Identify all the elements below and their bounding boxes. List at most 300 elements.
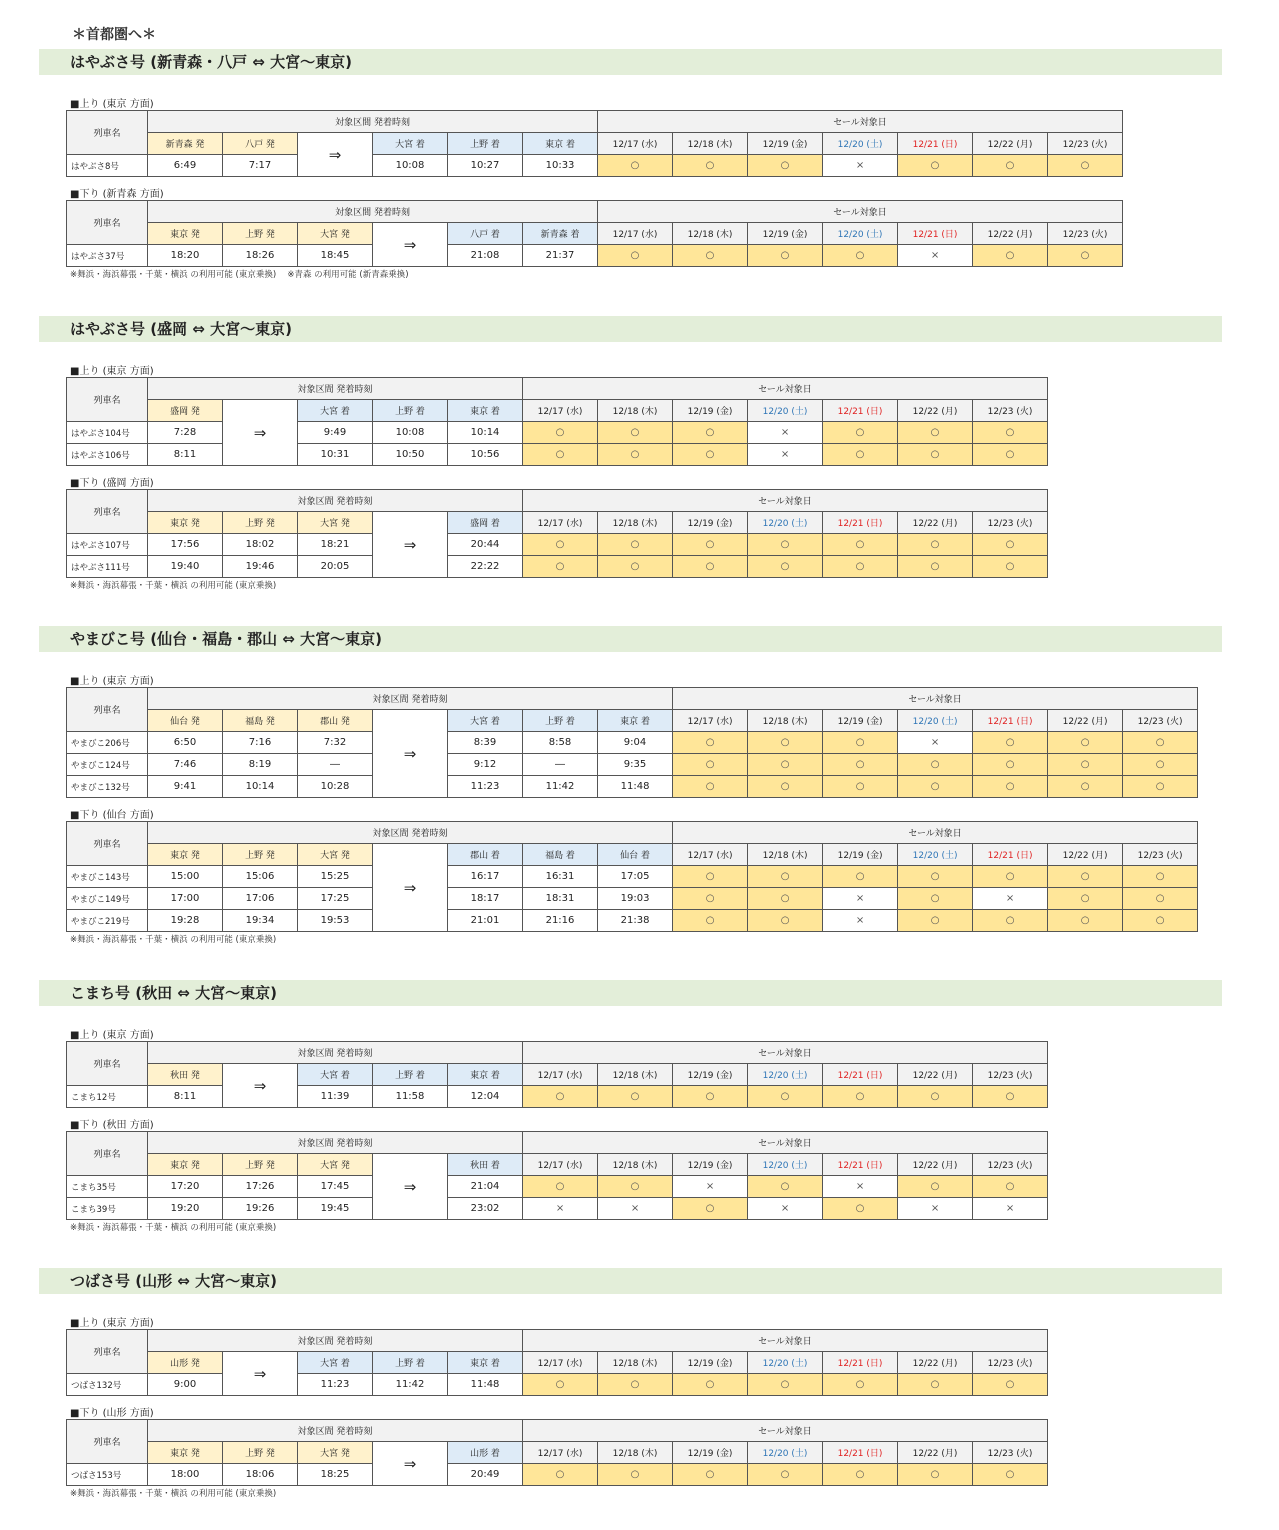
section-title: はやぶさ号 (盛岡 ⇔ 大宮〜東京) [39,316,1222,342]
sale-available: ○ [673,888,748,910]
sale-available: ○ [673,1374,748,1396]
table-row [67,155,1123,177]
sale-date: 12/18 (木) [598,1154,673,1176]
sale-available: ○ [898,556,973,578]
station-header-row [67,400,1048,422]
sale-date: 12/22 (月) [973,223,1048,245]
sale-available: ○ [1048,245,1123,267]
sale-date: 12/20 (土) [748,1352,823,1374]
departure-station: 秋田 発 [148,1064,223,1086]
sale-available: ○ [1048,732,1123,754]
page-heading: ＊首都圏へ＊ [72,27,156,43]
sale-date: 12/18 (木) [598,1442,673,1464]
table-row [67,866,1198,888]
train-name: こまち39号 [67,1198,148,1220]
arrow-icon: ⇒ [373,710,448,798]
sale-available: ○ [1048,155,1123,177]
departure-station: 仙台 発 [148,710,223,732]
timetable [66,821,1198,932]
sale-date: 12/22 (月) [898,1442,973,1464]
sale-unavailable: × [823,888,898,910]
sale-available: ○ [823,754,898,776]
sale-date: 12/21 (日) [823,400,898,422]
sale-date: 12/21 (日) [823,1352,898,1374]
arrival-time: 21:37 [523,245,598,267]
sale-available: ○ [748,534,823,556]
segment-header: 対象区間 発着時刻 [148,688,673,710]
sale-available: ○ [598,422,673,444]
direction-label: ■下り (山形 方面) [70,1408,154,1419]
arrival-station: 福島 着 [523,844,598,866]
sale-available: ○ [973,776,1048,798]
direction-label: ■下り (盛岡 方面) [70,478,154,489]
train-name: こまち35号 [67,1176,148,1198]
departure-time: 6:49 [148,155,223,177]
departure-station: 上野 発 [223,223,298,245]
segment-header: 対象区間 発着時刻 [148,1042,523,1064]
station-header-row [67,844,1198,866]
sale-available: ○ [1123,866,1198,888]
departure-station: 大宮 発 [298,1154,373,1176]
sale-available: ○ [973,910,1048,932]
sale-unavailable: × [748,1198,823,1220]
arrival-time: 23:02 [448,1198,523,1220]
sale-days-header: セール対象日 [523,1042,1048,1064]
table-row [67,910,1198,932]
departure-station: 上野 発 [223,512,298,534]
table-row [67,422,1048,444]
train-name-header: 列車名 [67,111,148,155]
timetable [66,377,1048,466]
header-row [67,111,1123,133]
sale-date: 12/22 (月) [898,1064,973,1086]
arrival-time: 10:33 [523,155,598,177]
sale-available: ○ [973,444,1048,466]
arrival-station: 郡山 着 [448,844,523,866]
footnote: ※舞浜・海浜幕張・千葉・横浜 の利用可能 (東京乗換) [70,581,277,591]
sale-date: 12/22 (月) [898,512,973,534]
station-header-row [67,133,1123,155]
sale-available: ○ [673,1198,748,1220]
sale-available: ○ [823,556,898,578]
sale-date: 12/19 (金) [673,1064,748,1086]
sale-available: ○ [598,556,673,578]
table-row [67,556,1048,578]
departure-station: 東京 発 [148,1154,223,1176]
header-row [67,1042,1048,1064]
sale-available: ○ [1123,754,1198,776]
header-row [67,490,1048,512]
sale-available: ○ [973,1176,1048,1198]
arrival-time: 11:23 [298,1374,373,1396]
sale-available: ○ [748,776,823,798]
departure-time: 10:28 [298,776,373,798]
sale-date: 12/20 (土) [823,223,898,245]
sale-date: 12/17 (水) [598,223,673,245]
sale-available: ○ [673,245,748,267]
header-row [67,688,1198,710]
sale-days-header: セール対象日 [673,822,1198,844]
sale-days-header: セール対象日 [523,1420,1048,1442]
train-name-header: 列車名 [67,1420,148,1464]
sale-date: 12/17 (水) [523,1352,598,1374]
sale-date: 12/23 (火) [973,1442,1048,1464]
station-header-row [67,710,1198,732]
sale-date: 12/20 (土) [748,1064,823,1086]
arrival-time: 10:50 [373,444,448,466]
sale-date: 12/19 (金) [748,223,823,245]
direction-label: ■下り (秋田 方面) [70,1120,154,1131]
sale-days-header: セール対象日 [598,111,1123,133]
departure-time: 19:53 [298,910,373,932]
direction-label: ■上り (東京 方面) [70,366,154,377]
segment-header: 対象区間 発着時刻 [148,201,598,223]
timetable [66,1131,1048,1220]
sale-date: 12/20 (土) [748,1442,823,1464]
station-header-row [67,512,1048,534]
sale-available: ○ [523,534,598,556]
sale-date: 12/23 (火) [973,512,1048,534]
timetable [66,1041,1048,1108]
arrival-time: 20:44 [448,534,523,556]
arrival-station: 東京 着 [448,1352,523,1374]
arrival-time: 19:03 [598,888,673,910]
sale-available: ○ [673,866,748,888]
arrow-icon: ⇒ [373,512,448,578]
sale-unavailable: × [748,444,823,466]
departure-time: 18:45 [298,245,373,267]
sale-available: ○ [823,1198,898,1220]
sale-available: ○ [973,1374,1048,1396]
sale-available: ○ [523,1176,598,1198]
sale-available: ○ [898,910,973,932]
segment-header: 対象区間 発着時刻 [148,378,523,400]
sale-unavailable: × [823,155,898,177]
sale-available: ○ [898,155,973,177]
arrival-station: 東京 着 [448,1064,523,1086]
sale-date: 12/22 (月) [898,400,973,422]
sale-date: 12/17 (水) [673,710,748,732]
train-name-header: 列車名 [67,1330,148,1374]
sale-available: ○ [673,1464,748,1486]
sale-date: 12/23 (火) [973,1154,1048,1176]
sale-available: ○ [748,155,823,177]
arrival-station: 新青森 着 [523,223,598,245]
sale-date: 12/17 (水) [523,1442,598,1464]
sale-available: ○ [748,754,823,776]
header-row [67,201,1123,223]
sale-date: 12/19 (金) [673,1352,748,1374]
arrival-time: 8:58 [523,732,598,754]
arrival-station: 上野 着 [448,133,523,155]
sale-date: 12/21 (日) [823,1442,898,1464]
departure-time: 7:32 [298,732,373,754]
arrival-station: 東京 着 [598,710,673,732]
sale-available: ○ [523,1374,598,1396]
sale-available: ○ [898,1176,973,1198]
sale-available: ○ [523,1086,598,1108]
sale-days-header: セール対象日 [523,1330,1048,1352]
train-name: はやぶさ106号 [67,444,148,466]
footnote: ※舞浜・海浜幕張・千葉・横浜 の利用可能 (東京乗換) [70,935,277,945]
train-name: やまびこ219号 [67,910,148,932]
station-header-row [67,1154,1048,1176]
sale-available: ○ [898,888,973,910]
departure-station: 上野 発 [223,844,298,866]
sale-date: 12/23 (火) [1048,133,1123,155]
sale-unavailable: × [673,1176,748,1198]
timetable [66,200,1123,267]
sale-available: ○ [748,1086,823,1108]
departure-time: 18:26 [223,245,298,267]
departure-time: 9:41 [148,776,223,798]
sale-date: 12/17 (水) [523,1064,598,1086]
arrival-time: 17:05 [598,866,673,888]
sale-available: ○ [523,444,598,466]
arrival-time: 11:39 [298,1086,373,1108]
departure-time: 8:11 [148,444,223,466]
departure-time: 17:20 [148,1176,223,1198]
sale-available: ○ [673,422,748,444]
sale-available: ○ [748,1464,823,1486]
arrival-time: 11:48 [448,1374,523,1396]
sale-date: 12/23 (火) [1048,223,1123,245]
departure-time: 17:25 [298,888,373,910]
sale-date: 12/18 (木) [673,133,748,155]
sale-date: 12/18 (木) [748,844,823,866]
sale-date: 12/20 (土) [823,133,898,155]
departure-time: 19:45 [298,1198,373,1220]
sale-available: ○ [673,556,748,578]
sale-date: 12/19 (金) [823,844,898,866]
arrow-icon: ⇒ [223,400,298,466]
table-row [67,1086,1048,1108]
sale-unavailable: × [748,422,823,444]
sale-unavailable: × [898,732,973,754]
table-row [67,888,1198,910]
sale-unavailable: × [898,1198,973,1220]
header-row [67,378,1048,400]
station-header-row [67,1442,1048,1464]
departure-time: 7:17 [223,155,298,177]
header-row [67,822,1198,844]
arrival-time: 12:04 [448,1086,523,1108]
sale-available: ○ [748,1176,823,1198]
header-row [67,1132,1048,1154]
departure-time: 17:00 [148,888,223,910]
sale-available: ○ [1048,866,1123,888]
sale-available: ○ [748,556,823,578]
sale-date: 12/23 (火) [1123,844,1198,866]
train-name: やまびこ124号 [67,754,148,776]
sale-available: ○ [823,422,898,444]
sale-unavailable: × [823,1176,898,1198]
train-name: やまびこ143号 [67,866,148,888]
sale-available: ○ [748,245,823,267]
sale-available: ○ [973,1086,1048,1108]
sale-date: 12/17 (水) [523,400,598,422]
sale-date: 12/22 (月) [898,1352,973,1374]
section-title: はやぶさ号 (新青森・八戸 ⇔ 大宮〜東京) [39,49,1222,75]
sale-available: ○ [673,910,748,932]
sale-available: ○ [1048,754,1123,776]
arrival-time: 11:58 [373,1086,448,1108]
train-name: やまびこ206号 [67,732,148,754]
departure-time: 18:21 [298,534,373,556]
sale-date: 12/18 (木) [598,1352,673,1374]
table-row [67,776,1198,798]
arrival-time: ― [523,754,598,776]
sale-available: ○ [823,732,898,754]
arrow-icon: ⇒ [223,1064,298,1108]
arrival-station: 秋田 着 [448,1154,523,1176]
sale-date: 12/21 (日) [823,512,898,534]
arrow-icon: ⇒ [298,133,373,177]
departure-station: 大宮 発 [298,223,373,245]
table-row [67,1464,1048,1486]
departure-station: 東京 発 [148,844,223,866]
sale-available: ○ [898,866,973,888]
sale-available: ○ [598,534,673,556]
sale-available: ○ [1123,776,1198,798]
sale-date: 12/21 (日) [973,710,1048,732]
sale-available: ○ [523,1464,598,1486]
arrival-station: 大宮 着 [373,133,448,155]
direction-label: ■上り (東京 方面) [70,1030,154,1041]
sale-date: 12/23 (火) [973,1064,1048,1086]
sale-date: 12/17 (水) [523,512,598,534]
section-title: こまち号 (秋田 ⇔ 大宮〜東京) [39,980,1222,1006]
arrival-station: 大宮 着 [298,400,373,422]
sale-days-header: セール対象日 [523,1132,1048,1154]
station-header-row [67,1064,1048,1086]
train-name: はやぶさ8号 [67,155,148,177]
sale-date: 12/19 (金) [673,512,748,534]
arrival-station: 仙台 着 [598,844,673,866]
departure-station: 山形 発 [148,1352,223,1374]
train-name: はやぶさ37号 [67,245,148,267]
sale-unavailable: × [898,245,973,267]
sale-available: ○ [673,732,748,754]
sale-available: ○ [898,1374,973,1396]
sale-available: ○ [523,422,598,444]
arrival-time: 11:23 [448,776,523,798]
arrival-time: 21:08 [448,245,523,267]
train-name: やまびこ132号 [67,776,148,798]
departure-time: 8:11 [148,1086,223,1108]
sale-available: ○ [1048,776,1123,798]
arrow-icon: ⇒ [373,844,448,932]
sale-available: ○ [1048,888,1123,910]
departure-station: 上野 発 [223,1442,298,1464]
sale-available: ○ [598,1374,673,1396]
table-row [67,1374,1048,1396]
departure-time: 19:34 [223,910,298,932]
footnote: ※舞浜・海浜幕張・千葉・横浜 の利用可能 (東京乗換) [70,1223,277,1233]
arrival-station: 盛岡 着 [448,512,523,534]
table-row [67,534,1048,556]
departure-time: 18:02 [223,534,298,556]
sale-available: ○ [673,776,748,798]
arrival-time: 11:42 [523,776,598,798]
arrival-station: 上野 着 [373,1064,448,1086]
arrow-icon: ⇒ [223,1352,298,1396]
train-name-header: 列車名 [67,1042,148,1086]
sale-available: ○ [898,444,973,466]
sale-available: ○ [898,534,973,556]
direction-label: ■下り (仙台 方面) [70,810,154,821]
sale-available: ○ [973,556,1048,578]
arrival-time: 21:04 [448,1176,523,1198]
sale-available: ○ [823,444,898,466]
sale-available: ○ [598,1086,673,1108]
departure-station: 東京 発 [148,223,223,245]
sale-available: ○ [1123,910,1198,932]
station-header-row [67,223,1123,245]
sale-available: ○ [973,1464,1048,1486]
direction-label: ■上り (東京 方面) [70,99,154,110]
sale-available: ○ [823,1374,898,1396]
sale-days-header: セール対象日 [598,201,1123,223]
train-name: つばさ153号 [67,1464,148,1486]
timetable [66,489,1048,578]
sale-date: 12/18 (木) [598,1064,673,1086]
departure-time: 19:40 [148,556,223,578]
sale-date: 12/18 (木) [748,710,823,732]
section-title: やまびこ号 (仙台・福島・郡山 ⇔ 大宮〜東京) [39,626,1222,652]
sale-available: ○ [748,732,823,754]
sale-unavailable: × [973,888,1048,910]
sale-date: 12/20 (土) [898,844,973,866]
departure-time: 9:00 [148,1374,223,1396]
segment-header: 対象区間 発着時刻 [148,1330,523,1352]
sale-date: 12/22 (月) [898,1154,973,1176]
arrival-station: 大宮 着 [298,1352,373,1374]
segment-header: 対象区間 発着時刻 [148,111,598,133]
departure-time: 7:16 [223,732,298,754]
sale-date: 12/19 (金) [673,1154,748,1176]
sale-date: 12/19 (金) [673,400,748,422]
departure-time: 17:26 [223,1176,298,1198]
timetable [66,1329,1048,1396]
table-row [67,1176,1048,1198]
direction-label: ■上り (東京 方面) [70,676,154,687]
sale-available: ○ [823,534,898,556]
sale-date: 12/20 (土) [748,400,823,422]
sale-date: 12/21 (日) [823,1064,898,1086]
sale-available: ○ [748,866,823,888]
sale-date: 12/21 (日) [898,133,973,155]
sale-available: ○ [748,1374,823,1396]
departure-station: 上野 発 [223,1154,298,1176]
departure-time: 18:25 [298,1464,373,1486]
sale-date: 12/23 (火) [973,1352,1048,1374]
sale-available: ○ [898,1086,973,1108]
arrival-time: 10:56 [448,444,523,466]
sale-available: ○ [898,754,973,776]
table-row [67,754,1198,776]
departure-time: 18:00 [148,1464,223,1486]
arrival-time: 11:42 [373,1374,448,1396]
arrival-time: 18:31 [523,888,598,910]
sale-unavailable: × [823,910,898,932]
sale-available: ○ [823,1464,898,1486]
departure-time: 6:50 [148,732,223,754]
departure-station: 盛岡 発 [148,400,223,422]
sale-available: ○ [598,155,673,177]
sale-days-header: セール対象日 [673,688,1198,710]
departure-time: 19:46 [223,556,298,578]
